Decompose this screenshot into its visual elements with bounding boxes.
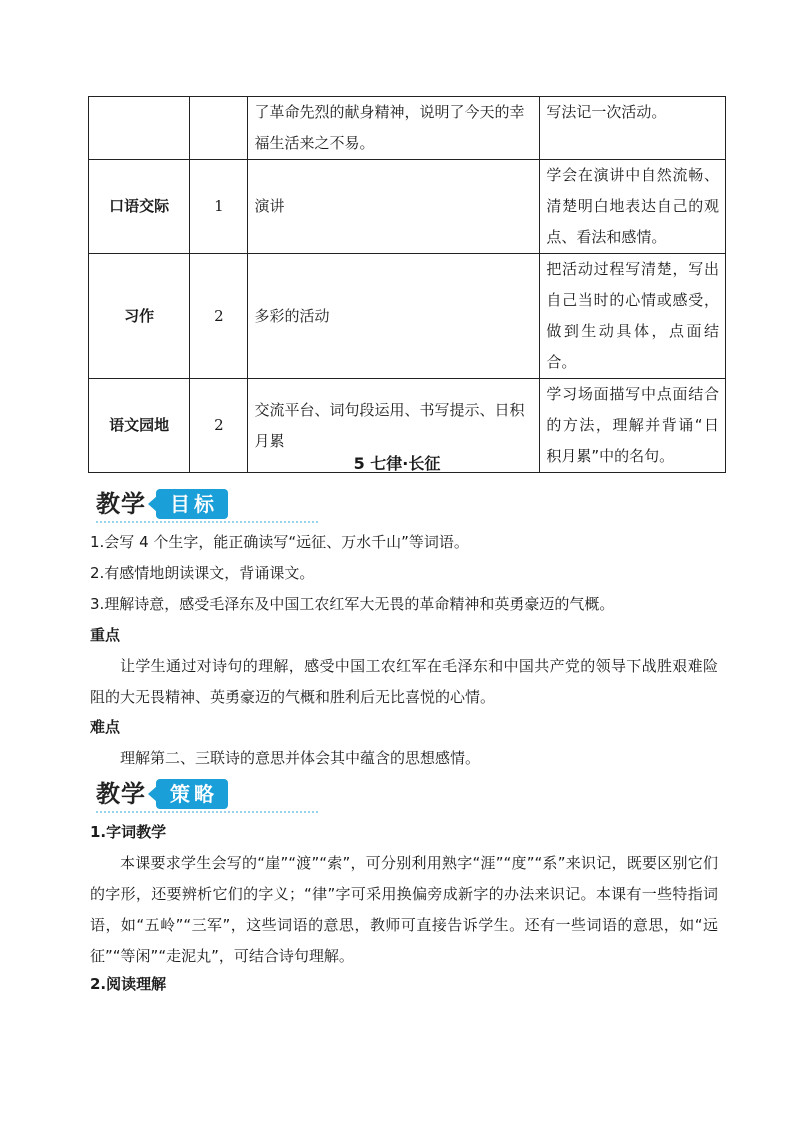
table-row bbox=[89, 160, 726, 254]
banner-word: 教学 bbox=[96, 490, 146, 518]
table-cell-count bbox=[190, 97, 248, 160]
strategy-section-heading: 1.字词教学 bbox=[90, 823, 167, 841]
table-cell-content: 了革命先烈的献身精神，说明了今天的幸福生活来之不易。 bbox=[248, 97, 540, 160]
lesson-title: 5 七律·长征 bbox=[353, 454, 441, 473]
table-cell-name: 习作 bbox=[89, 254, 190, 379]
goal-item: 1.会写 4 个生字，能正确读写“远征、万水千山”等词语。 bbox=[90, 533, 469, 551]
teaching-goals-banner bbox=[90, 486, 260, 522]
table-cell-content: 多彩的活动 bbox=[248, 254, 540, 379]
table-cell-count: 2 bbox=[190, 254, 248, 379]
difficult-point-text: 理解第二、三联诗的意思并体会其中蕴含的思想感情。 bbox=[120, 749, 481, 767]
table-cell-goal: 写法记一次活动。 bbox=[540, 97, 726, 160]
table-cell-content: 交流平台、词句段运用、书写提示、日积月累 bbox=[248, 379, 540, 473]
table-cell-name bbox=[89, 97, 190, 160]
strategy-section-heading: 2.阅读理解 bbox=[90, 975, 167, 993]
banner-tag: 目标 bbox=[156, 489, 228, 519]
difficult-point-heading: 难点 bbox=[90, 718, 121, 736]
goal-item: 3.理解诗意，感受毛泽东及中国工农红军大无畏的革命精神和英勇豪迈的气概。 bbox=[90, 595, 615, 613]
teaching-strategy-banner bbox=[90, 776, 260, 812]
strategy-section-text: 本课要求学生会写的“崖”“渡”“索”，可分别利用熟字“涯”“度”“系”来识记，既要区别它们的字形，还要辨析它们的字义；“律”字可采用换偏旁成新字的办法来识记。本课有一些特指词语，如“五岭”“三军”，这些词语的意思，教师可直接告诉学生。还有一些词语的意思，如“远征”“等闲”“走泥丸”，可结合诗句理解。 bbox=[90, 854, 718, 965]
table-cell-goal: 学习场面描写中点面结合的方法，理解并背诵“日积月累”中的名句。 bbox=[540, 379, 726, 473]
table-cell-content: 演讲 bbox=[248, 160, 540, 254]
goal-item: 2.有感情地朗读课文，背诵课文。 bbox=[90, 564, 315, 582]
banner-dotted-rule bbox=[96, 521, 318, 523]
banner-tag: 策略 bbox=[156, 779, 228, 809]
table-cell-name: 口语交际 bbox=[89, 160, 190, 254]
table-row bbox=[89, 97, 726, 160]
banner-dotted-rule bbox=[96, 811, 318, 813]
table-cell-name: 语文园地 bbox=[89, 379, 190, 473]
table-cell-count: 1 bbox=[190, 160, 248, 254]
table-cell-goal: 学会在演讲中自然流畅、清楚明白地表达自己的观点、看法和感情。 bbox=[540, 160, 726, 254]
unit-plan-table bbox=[88, 96, 726, 473]
table-cell-goal: 把活动过程写清楚，写出自己当时的心情或感受，做到生动具体，点面结合。 bbox=[540, 254, 726, 379]
key-point-text: 让学生通过对诗句的理解，感受中国工农红军在毛泽东和中国共产党的领导下战胜艰难险阻的大无畏精神、英勇豪迈的气概和胜利后无比喜悦的心情。 bbox=[90, 657, 718, 706]
key-point-heading: 重点 bbox=[90, 626, 121, 644]
table-row bbox=[89, 254, 726, 379]
banner-word: 教学 bbox=[96, 780, 146, 808]
table-cell-count: 2 bbox=[190, 379, 248, 473]
